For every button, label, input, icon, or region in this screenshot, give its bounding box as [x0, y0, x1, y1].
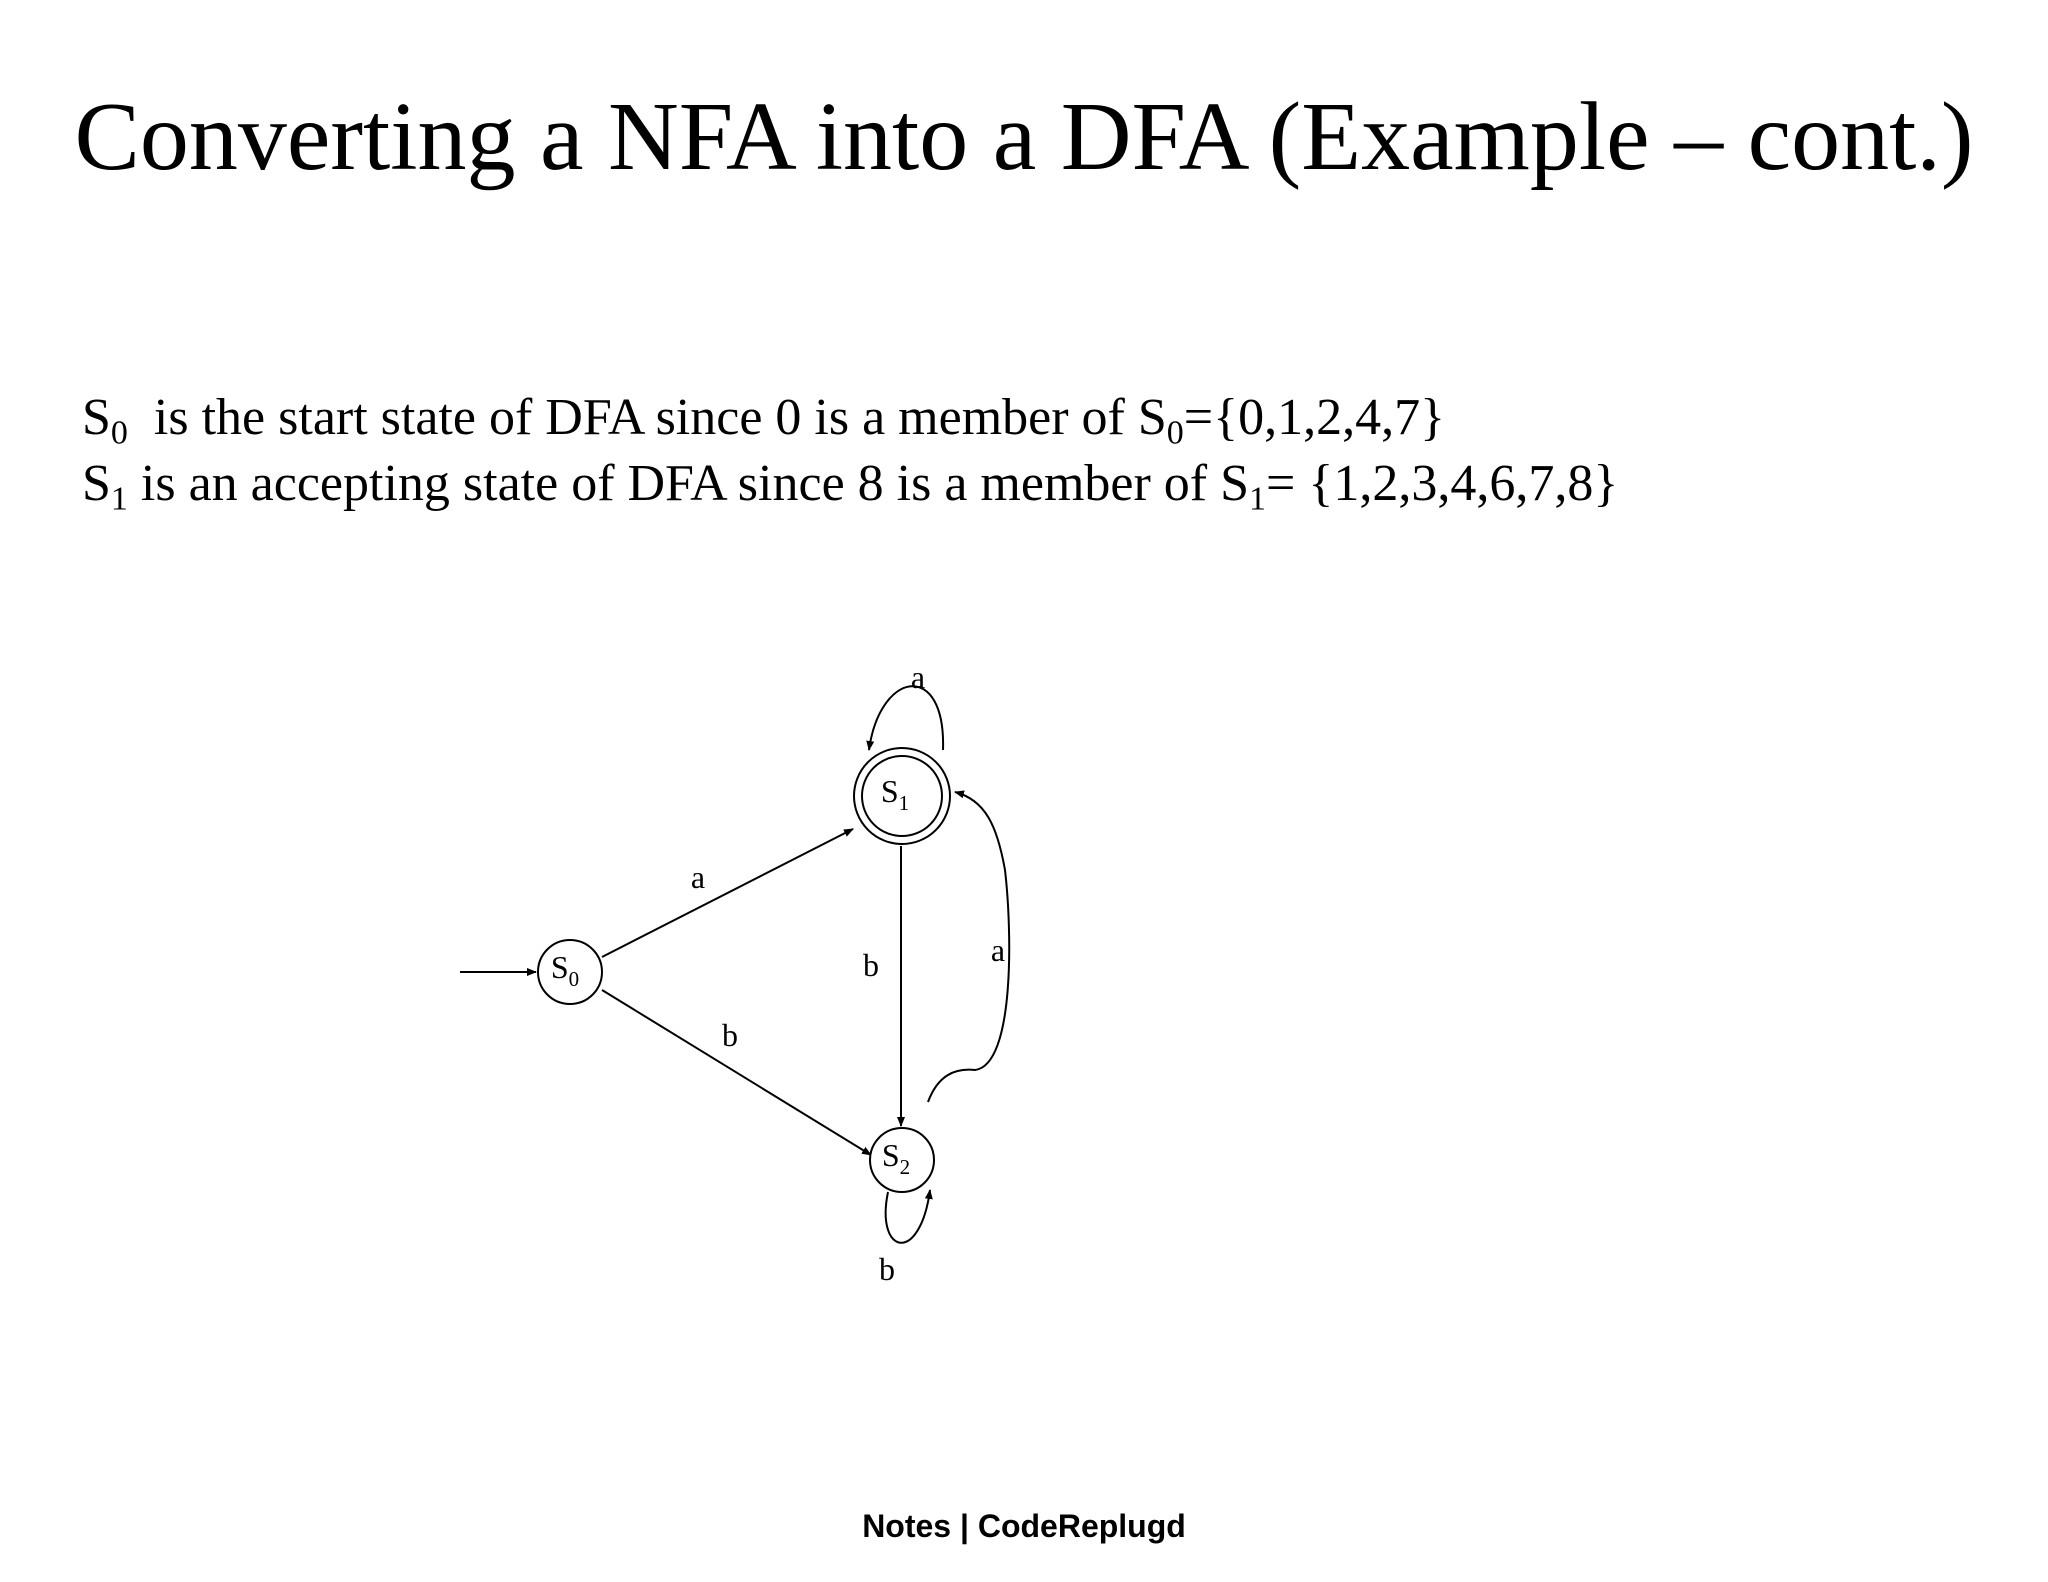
label-s0-s1: a — [690, 859, 706, 895]
label-s1-s2: b — [863, 947, 879, 983]
state-s1-label: $S_1$ — [880, 773, 910, 815]
transition-s2-loop — [886, 1190, 930, 1243]
start-state-symbol: S — [82, 389, 111, 446]
label-s2-loop: b — [879, 1251, 895, 1287]
state-s0-label: $S_0$ — [550, 949, 580, 991]
accepting-state-subscript: 1 — [110, 480, 128, 518]
accepting-state-symbol: S — [82, 455, 111, 512]
label-s1-loop: a — [910, 659, 926, 695]
accepting-state-text: is an accepting state of DFA since 8 is a member of S — [140, 455, 1250, 512]
label-s0-s2: b — [722, 1017, 738, 1053]
transition-s0-s2 — [602, 990, 871, 1155]
label-s2-s1: a — [990, 932, 1006, 968]
accepting-set-value: = {1,2,3,4,6,7,8} — [1266, 455, 1619, 512]
slide-title: Converting a NFA into a DFA (Example – cont.) — [74, 83, 1974, 191]
start-set-subscript: 0 — [1166, 414, 1184, 452]
transition-s0-s1 — [602, 829, 853, 957]
state-s2-label: $S_2$ — [881, 1137, 911, 1179]
accepting-set-subscript: 1 — [1249, 480, 1267, 518]
transition-s1-loop — [869, 686, 943, 750]
start-set-value: ={0,1,2,4,7} — [1183, 389, 1446, 446]
footer-credit: Notes | CodeReplugd — [862, 1508, 1186, 1544]
start-state-subscript: 0 — [110, 414, 128, 452]
start-state-text: is the start state of DFA since 0 is a member of S — [153, 389, 1167, 446]
